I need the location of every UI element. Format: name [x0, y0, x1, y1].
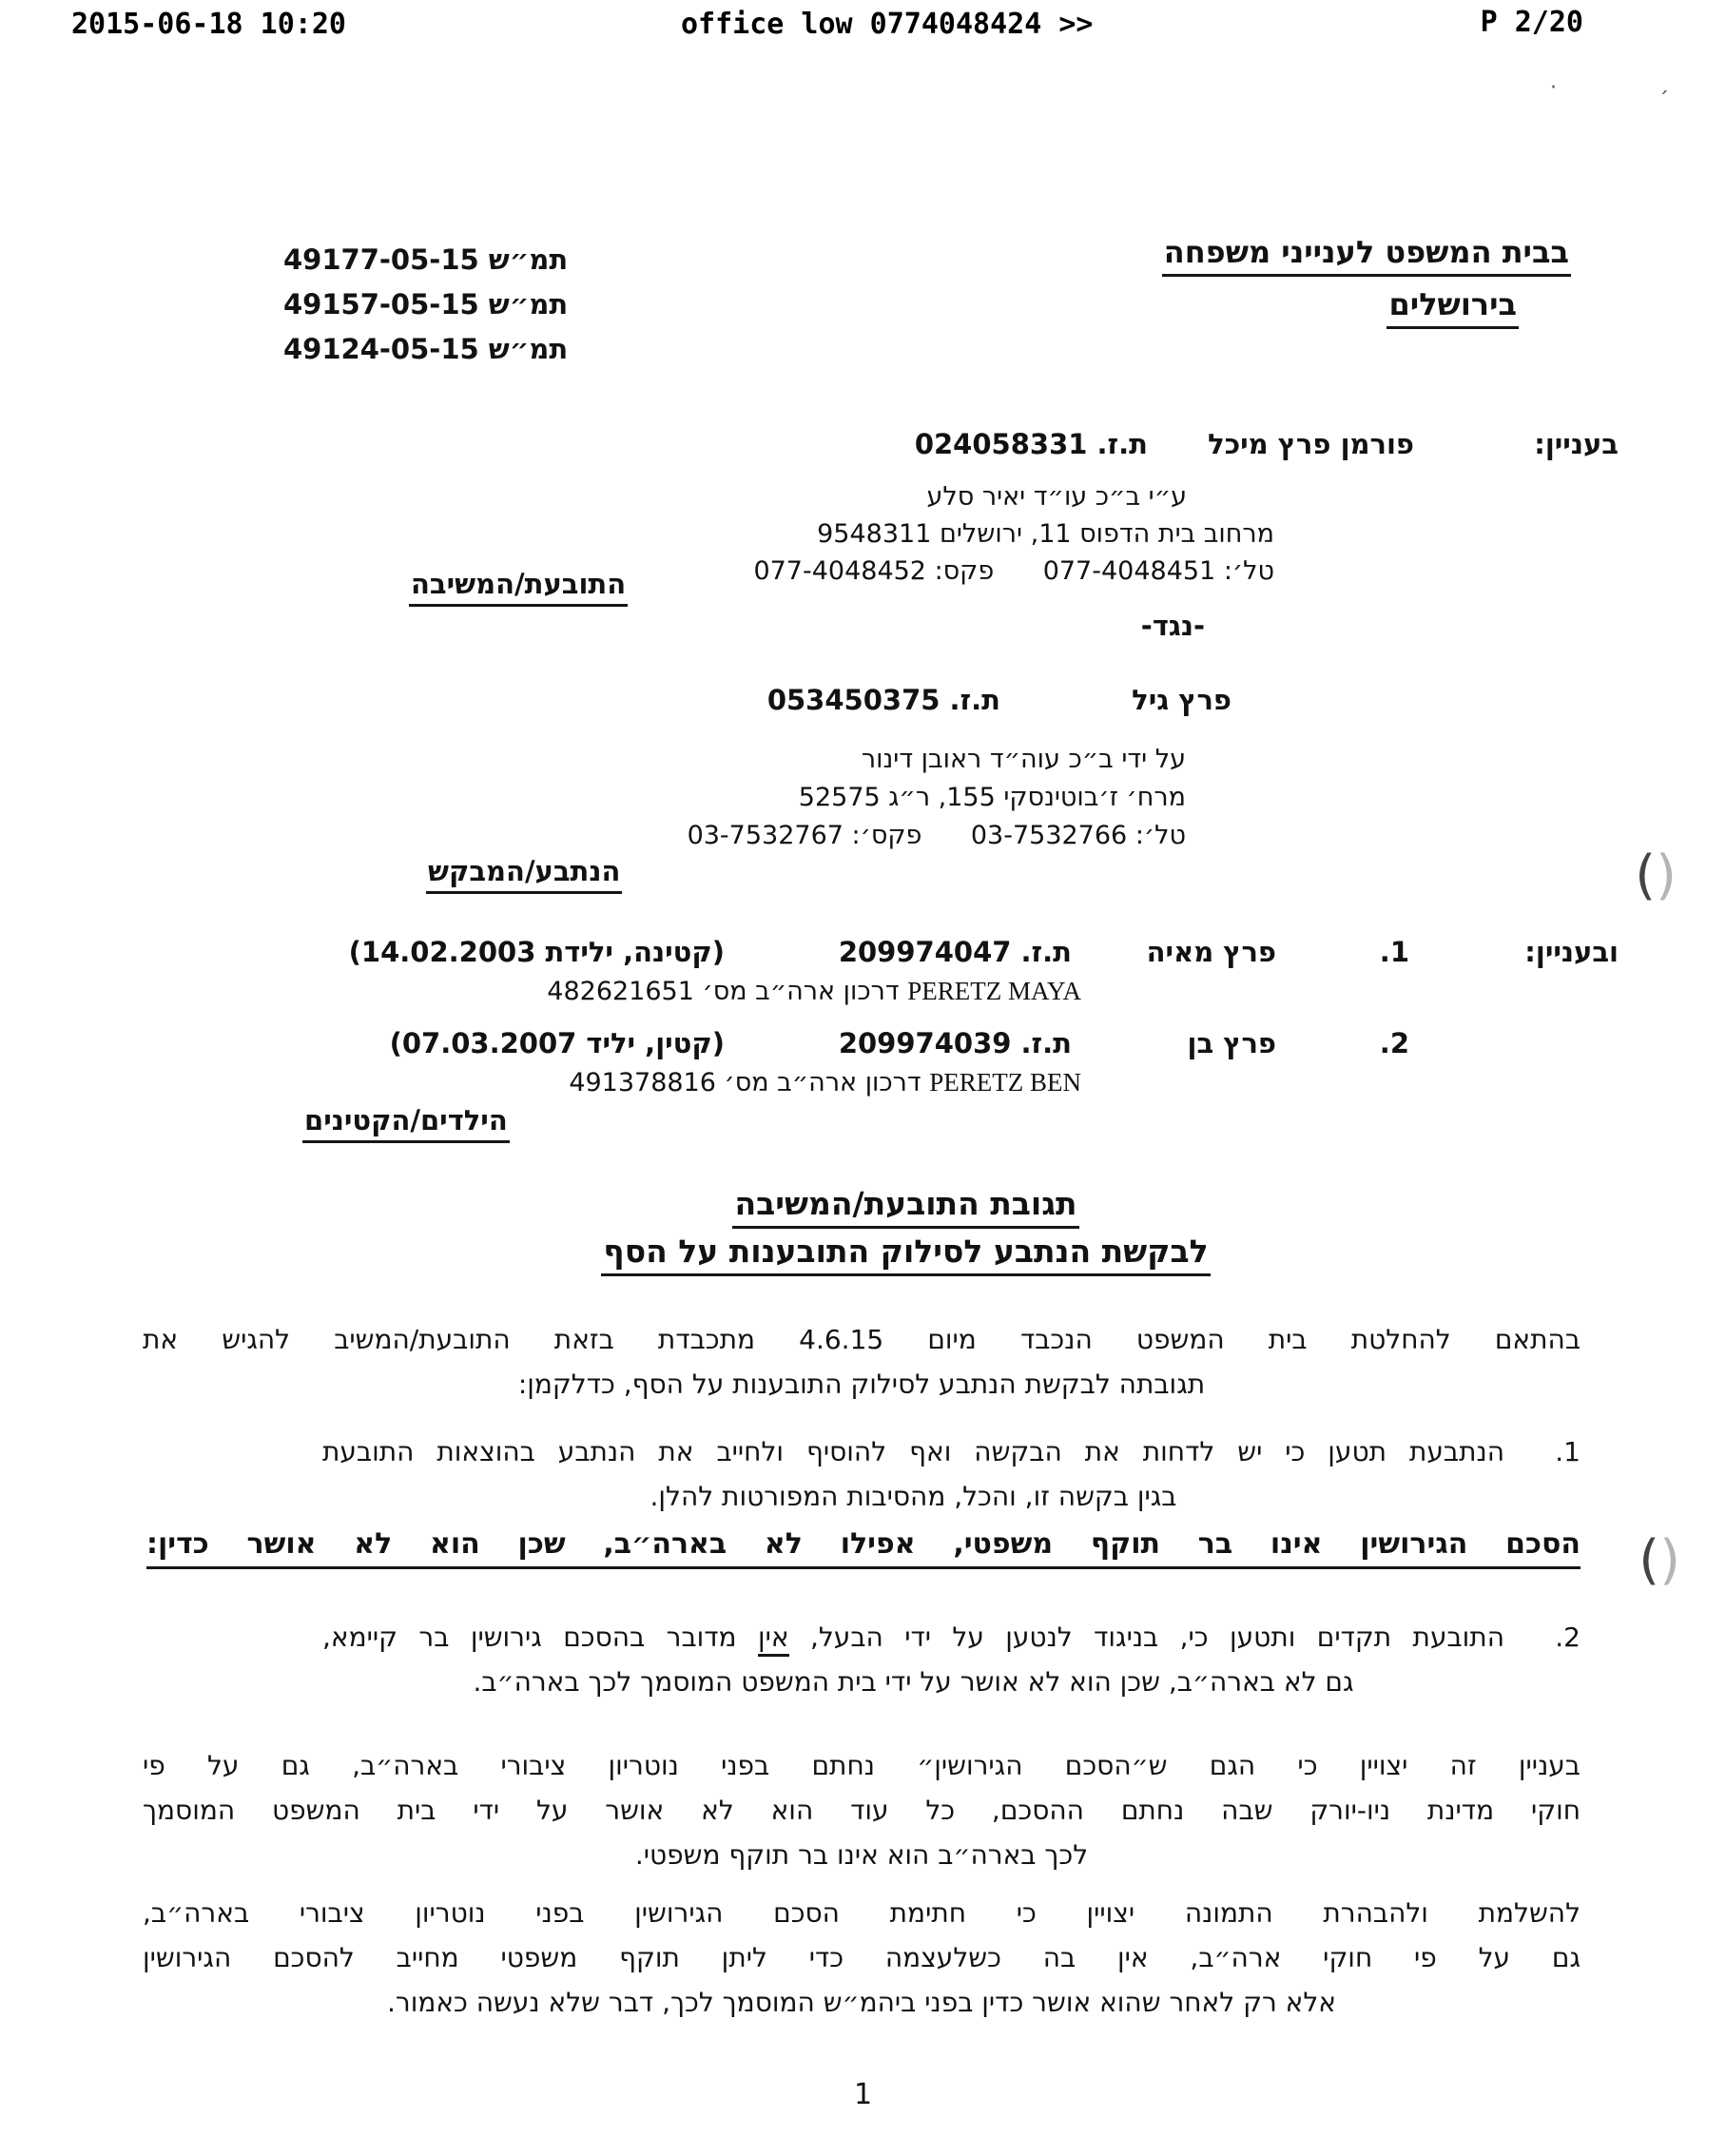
intro-paragraph	[143, 1317, 1581, 1407]
respondent-id-number: ת.ז. 053450375	[766, 684, 1000, 716]
case-number: תמ״ש 49157-05-15	[283, 288, 569, 320]
respondent-name: פרץ גיל	[1132, 684, 1231, 716]
paragraph-line: אלא רק לאחר שהוא אושר כדין בפני ביהמ״ש המוסמך לכך, דבר שלא נעשה כאמור.	[386, 1987, 1336, 2018]
section-heading: הסכם הגירושין אינו בר תוקף משפטי, אפילו לא בארה״ב, שכן הוא לא אושר כדין:	[146, 1527, 1581, 1569]
court-header	[1162, 234, 1571, 339]
item-1-paragraph	[322, 1429, 1504, 1519]
underlined-word: אין	[758, 1622, 789, 1657]
scan-speck: ׳	[1659, 84, 1669, 107]
claimant-rep-address: מרחוב בית הדפוס 11, ירושלים 9548311	[817, 519, 1274, 549]
case-number: תמ״ש 49177-05-15	[283, 243, 569, 276]
item-2-number: 2.	[1555, 1622, 1581, 1653]
paragraph-ny-law	[143, 1743, 1581, 1877]
paragraph-line: חוקי מדינת ניו-יורק שבה נחתם ההסכם, כל עוד הוא לא אושר על ידי בית המשפט המוסמך	[143, 1795, 1581, 1826]
child-1-id-number: ת.ז. 209974047	[838, 936, 1072, 968]
paragraph-notary	[143, 1891, 1581, 2025]
item-1-number: 1.	[1555, 1436, 1581, 1467]
case-number-list	[283, 238, 568, 372]
fax-sender-id: office low 0774048424 >>	[681, 8, 1094, 41]
child-1-minor-note: (קטינה, ילידת 14.02.2003)	[348, 936, 725, 968]
paragraph-line: להשלמת ולהבהרת התמונה יצויין כי חתימת הסכם הגירושין בפני נוטריון ציבורי בארה״ב,	[143, 1897, 1581, 1929]
paragraph-line: גם על פי חוקי ארה״ב, אין בה כשלעצמה כדי ליתן תוקף משפטי מחייב להסכם הגירושין	[143, 1942, 1581, 1973]
child-2-number: 2.	[1379, 1027, 1409, 1059]
claimant-rep-phone: טל׳: 077-4048451 פקס: 077-4048452	[753, 556, 1274, 586]
item-2-line: התובעת תקדים ותטען כי, בניגוד לנטען על ידי הבעל, אין מדובר בהסכם גירושין בר קיימא,	[322, 1615, 1504, 1660]
hole-punch-mark: ()	[1639, 1529, 1680, 1591]
fax-datetime: 2015-06-18 10:20	[71, 8, 346, 41]
paragraph-line: בעניין זה יצויין כי הגם ש״הסכם הגירושין״ נחתם בפני נוטריון ציבורי בארה״ב, גם על פי	[143, 1750, 1581, 1781]
children-role-label: הילדים/הקטינים	[302, 1104, 510, 1143]
children-label: ובעניין:	[1524, 936, 1619, 968]
document-title-line2: לבקשת הנתבע לסילוק התובענות על הסף	[90, 1233, 1721, 1276]
respondent-role-label: הנתבע/המבקש	[426, 855, 622, 894]
respondent-representative	[349, 741, 1186, 855]
page-number: 1	[853, 2078, 873, 2111]
item-2-paragraph	[322, 1615, 1504, 1704]
court-name: בבית המשפט לענייני משפחה	[1162, 234, 1571, 277]
item-1-line: הנתבעת תטען כי יש לדחות את הבקשה ואף להוסיף ולחייב את הנתבע בהוצאות התובעת	[322, 1436, 1504, 1467]
court-city: בירושלים	[1162, 286, 1519, 329]
child-1-name: פרץ מאיה	[1146, 936, 1276, 968]
paragraph-line: לכך בארה״ב הוא אינו בר תוקף משפטי.	[634, 1839, 1089, 1871]
case-number: תמ״ש 49124-05-15	[283, 333, 569, 365]
intro-line: תגובתה לבקשת הנתבע לסילוק התובענות על הסף, כדלקמן:	[517, 1369, 1206, 1400]
claimant-name: פורמן פרץ מיכל	[1208, 428, 1414, 460]
intro-line: בהתאם להחלטת בית המשפט הנכבד מיום 4.6.15 מתכבדת בזאת התובעת/המשיב להגיש את	[143, 1324, 1581, 1355]
claimant-label: בעניין:	[1534, 428, 1619, 460]
fax-page-counter: P 2/20	[1480, 6, 1583, 39]
item-1-line: בגין בקשה זו, והכל, מהסיבות המפורטות להלן.	[650, 1481, 1177, 1512]
claimant-rep-counsel: ע״י ב״כ עו״ד יאיר סלע	[926, 482, 1187, 512]
child-2-minor-note: (קטין, יליד 07.03.2007)	[389, 1027, 725, 1059]
child-1-number: 1.	[1379, 936, 1409, 968]
respondent-rep-phone: טל׳: 03-7532766 פקס׳: 03-7532767	[687, 821, 1186, 850]
item-2-line: גם לא בארה״ב, שכן הוא לא אושר על ידי בית המשפט המוסמך לכך בארה״ב.	[473, 1666, 1354, 1698]
scan-speck: ·	[1550, 76, 1557, 100]
hole-punch-mark: ()	[1635, 845, 1677, 906]
child-2-id-number: ת.ז. 209974039	[838, 1027, 1072, 1059]
claimant-role-label: התובעת/המשיבה	[409, 568, 628, 607]
respondent-rep-address: מרח׳ ז׳בוטינסקי 155, ר״ג 52575	[798, 783, 1186, 812]
child-1-passport: PERETZ MAYA דרכון ארה״ב מס׳ 482621651	[547, 977, 1081, 1006]
child-2-passport: PERETZ BEN דרכון ארה״ב מס׳ 491378816	[569, 1068, 1081, 1097]
claimant-id-number: ת.ז. 024058331	[914, 428, 1148, 460]
respondent-rep-counsel: על ידי ב״כ עוה״ד ראובן דינור	[861, 745, 1186, 774]
document-title-line1: תגובת התובעת/המשיבה	[90, 1185, 1721, 1229]
child-2-name: פרץ בן	[1187, 1027, 1276, 1059]
versus-label: -נגד-	[1140, 610, 1205, 642]
